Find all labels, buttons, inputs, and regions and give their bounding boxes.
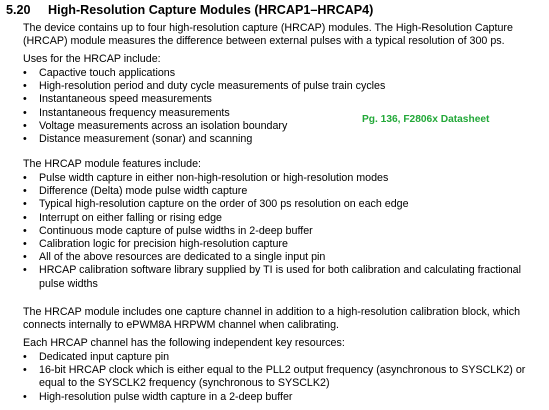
bullet-icon: • [23,185,27,198]
bullet-icon: • [23,67,27,79]
list-item: • Continuous mode capture of pulse widths in 2-deep buffer [23,224,313,237]
intro-paragraph: The device contains up to four high-resolution capture (HRCAP) modules. The High-Resolution Capture (HRCAP) module measures the difference between external pulses with a typical resolution of 300 ps. [23,22,513,48]
uses-list [23,67,385,146]
list-item: • Instantaneous speed measurements [23,93,212,106]
bullet-icon: • [23,364,27,377]
list-item: • Instantaneous frequency measurements [23,106,230,119]
list-item: • High-resolution period and duty cycle measurements of pulse train cycles [23,80,386,93]
list-item: • Interrupt on either falling or rising edge [23,211,222,224]
list-item: • Difference (Delta) mode pulse width capture [23,185,248,198]
bullet-icon: • [23,251,27,264]
list-item: • Capactive touch applications [23,67,176,79]
section-number: 5.20 [6,3,31,17]
bullet-icon: • [23,224,27,237]
list-item: • Pulse width capture in either non-high-resolution or high-resolution modes [23,172,389,184]
bullet-icon: • [23,119,27,132]
resources-list [23,351,545,404]
section-title: High-Resolution Capture Modules (HRCAP1–HRCAP4) [48,3,374,17]
bullet-icon: • [23,198,27,211]
list-item: • Dedicated input capture pin [23,351,170,363]
bullet-icon: • [23,351,27,363]
uses-heading: Uses for the HRCAP include: [23,53,161,65]
list-item: • Voltage measurements across an isolation boundary [23,119,288,132]
datasheet-page-reference: Pg. 136, F2806x Datasheet [362,114,490,125]
bullet-icon: • [23,80,27,93]
bullet-icon: • [23,390,27,403]
bullet-icon: • [23,106,27,119]
calibration-paragraph: The HRCAP module includes one capture channel in addition to a high-resolution calibration block, which connects internally to ePWM8A HRPWM channel when calibrating. [23,306,521,332]
features-list [23,172,545,291]
list-item: • 16-bit HRCAP clock which is either equal to the PLL2 output frequency (asynchronous to SYSCLK2) or equal to the SYSCLK2 frequency (synchronous to SYSCLK2) [23,364,526,390]
list-item: • Calibration logic for precision high-resolution capture [23,238,288,251]
list-item: • Typical high-resolution capture on the order of 300 ps resolution on each edge [23,198,409,211]
list-item: • Distance measurement (sonar) and scanning [23,133,253,146]
list-item: • HRCAP calibration software library supplied by TI is used for both calibration and calculating fractional pulse widths [23,264,521,290]
bullet-icon: • [23,264,27,277]
bullet-icon: • [23,211,27,224]
bullet-icon: • [23,238,27,251]
section-heading [6,3,373,17]
resources-heading: Each HRCAP channel has the following independent key resources: [23,337,345,349]
list-item: • All of the above resources are dedicated to a single input pin [23,251,326,264]
bullet-icon: • [23,93,27,106]
bullet-icon: • [23,172,27,184]
list-item: • High-resolution pulse width capture in a 2-deep buffer [23,390,293,403]
features-heading: The HRCAP module features include: [23,158,202,170]
bullet-icon: • [23,133,27,146]
